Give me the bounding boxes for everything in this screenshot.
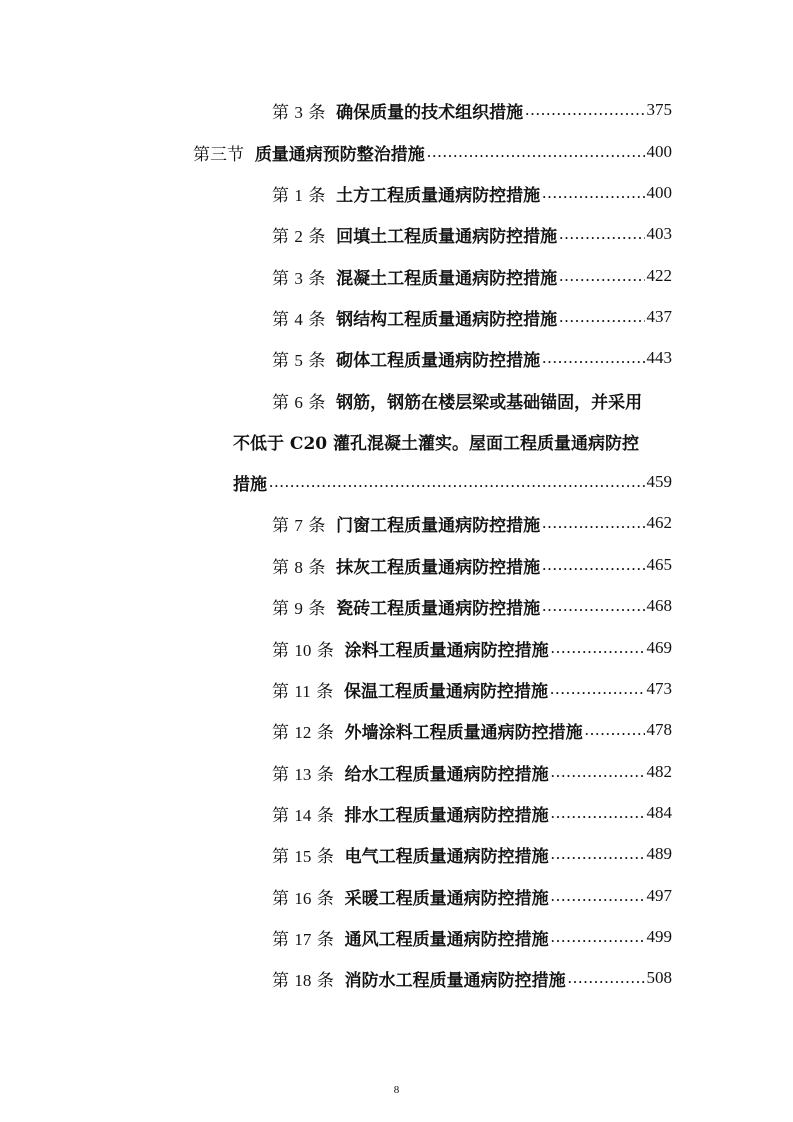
toc-page-number: 422 xyxy=(646,266,672,285)
toc-entry-title: 电气工程质量通病防控措施 xyxy=(344,846,549,867)
toc-entry-title: 给水工程质量通病防控措施 xyxy=(344,764,549,785)
toc-entry-label: 第 3 条 xyxy=(272,268,326,289)
toc-entry-title: 确保质量的技术组织措施 xyxy=(336,102,524,123)
toc-entry-label: 第 11 条 xyxy=(272,681,334,702)
toc-entry-label: 第 2 条 xyxy=(272,226,326,247)
toc-leader-dots xyxy=(585,720,645,740)
toc-entry[interactable] xyxy=(272,839,672,869)
toc-entry-title: 钢筋，钢筋在楼层梁或基础锚固，并采用 xyxy=(336,392,643,413)
toc-entry-title: 门窗工程质量通病防控措施 xyxy=(336,515,541,536)
toc-leader-dots xyxy=(550,679,645,699)
toc-entry[interactable] xyxy=(272,261,672,291)
toc-entry-title: 外墙涂料工程质量通病防控措施 xyxy=(344,722,583,743)
toc-entry-title: 回填土工程质量通病防控措施 xyxy=(336,226,558,247)
toc-leader-dots xyxy=(551,927,645,947)
toc-leader-dots xyxy=(542,513,644,533)
toc-entry-title: 消防水工程质量通病防控措施 xyxy=(344,970,566,991)
toc-entry[interactable] xyxy=(193,137,672,167)
toc-entry-long-line2 xyxy=(233,426,672,456)
toc-entry-title: 涂料工程质量通病防控措施 xyxy=(344,640,549,661)
toc-entry-label: 第 3 条 xyxy=(272,102,326,123)
toc-leader-dots xyxy=(427,142,645,162)
toc-entry-title-continued: 措施 xyxy=(233,474,267,495)
toc-entry[interactable] xyxy=(272,757,672,787)
toc-entry[interactable] xyxy=(272,798,672,828)
toc-entry-label: 第 7 条 xyxy=(272,515,326,536)
toc-entry-label: 第 14 条 xyxy=(272,805,334,826)
toc-entry-long-line3[interactable] xyxy=(233,467,672,497)
toc-page-number: 478 xyxy=(646,720,672,739)
toc-entry[interactable] xyxy=(272,591,672,621)
toc-entry-title-continued: 不低于 C20 灌孔混凝土灌实。屋面工程质量通病防控 xyxy=(233,433,640,454)
page-footer-number: 8 xyxy=(393,1084,400,1096)
toc-leader-dots xyxy=(568,968,645,988)
toc-page-number: 437 xyxy=(646,307,672,326)
toc-entry-label: 第 15 条 xyxy=(272,846,334,867)
toc-page-number: 484 xyxy=(646,803,672,822)
toc-leader-dots xyxy=(542,183,644,203)
toc-entry-label: 第 4 条 xyxy=(272,309,326,330)
toc-leader-dots xyxy=(542,596,644,616)
toc-entry[interactable] xyxy=(272,219,672,249)
toc-entry-title: 混凝土工程质量通病防控措施 xyxy=(336,268,558,289)
toc-leader-dots xyxy=(551,803,645,823)
toc-entry[interactable] xyxy=(272,343,672,373)
toc-entry-label: 第 13 条 xyxy=(272,764,334,785)
toc-page-number: 375 xyxy=(646,100,672,119)
toc-entry-title: 钢结构工程质量通病防控措施 xyxy=(336,309,558,330)
toc-page-number: 469 xyxy=(646,638,672,657)
toc-entry-label: 第 12 条 xyxy=(272,722,334,743)
toc-entry-title: 排水工程质量通病防控措施 xyxy=(344,805,549,826)
toc-entry-label: 第 8 条 xyxy=(272,557,326,578)
toc-entry-label: 第 17 条 xyxy=(272,929,334,950)
toc-leader-dots xyxy=(269,472,645,492)
toc-entry[interactable] xyxy=(272,881,672,911)
toc-leader-dots xyxy=(542,348,644,368)
toc-entry-label: 第 18 条 xyxy=(272,970,334,991)
toc-page-number: 468 xyxy=(646,596,672,615)
toc-entry-title: 采暖工程质量通病防控措施 xyxy=(344,888,549,909)
toc-entry-label: 第 10 条 xyxy=(272,640,334,661)
toc-leader-dots xyxy=(551,638,645,658)
toc-entry-title: 土方工程质量通病防控措施 xyxy=(336,185,541,206)
toc-entry-label: 第 6 条 xyxy=(272,392,326,413)
toc-page-number: 403 xyxy=(646,224,672,243)
toc-leader-dots xyxy=(551,886,645,906)
toc-entry-title: 保温工程质量通病防控措施 xyxy=(344,681,548,702)
toc-entry-title: 抹灰工程质量通病防控措施 xyxy=(336,557,541,578)
toc-entry[interactable] xyxy=(272,715,672,745)
toc-entry-long-line1[interactable] xyxy=(272,385,672,415)
toc-entry[interactable] xyxy=(272,508,672,538)
toc-leader-dots xyxy=(559,224,644,244)
toc-page-number: 465 xyxy=(646,555,672,574)
toc-leader-dots xyxy=(559,307,644,327)
toc-entry-label: 第 1 条 xyxy=(272,185,326,206)
toc-leader-dots xyxy=(559,266,644,286)
toc-leader-dots xyxy=(525,100,644,120)
toc-page-number: 489 xyxy=(646,844,672,863)
toc-entry-title: 瓷砖工程质量通病防控措施 xyxy=(336,598,541,619)
toc-entry[interactable] xyxy=(272,550,672,580)
toc-leader-dots xyxy=(542,555,644,575)
toc-leader-dots xyxy=(551,762,645,782)
toc-page-number: 497 xyxy=(646,886,672,905)
toc-page-number: 473 xyxy=(646,679,672,698)
toc-page-number: 482 xyxy=(646,762,672,781)
toc-entry[interactable] xyxy=(272,922,672,952)
toc-entry[interactable] xyxy=(272,963,672,993)
toc-entry-label: 第 9 条 xyxy=(272,598,326,619)
toc-entry-label: 第 5 条 xyxy=(272,350,326,371)
toc-page-number: 462 xyxy=(646,513,672,532)
toc-leader-dots xyxy=(551,844,645,864)
toc-page-number: 443 xyxy=(646,348,672,367)
toc-page-number: 459 xyxy=(646,472,672,491)
toc-entry-title: 通风工程质量通病防控措施 xyxy=(344,929,549,950)
toc-page-number: 400 xyxy=(646,142,672,161)
toc-page-number: 400 xyxy=(646,183,672,202)
toc-page-number: 499 xyxy=(646,927,672,946)
toc-entry[interactable] xyxy=(272,302,672,332)
toc-entry-title: 砌体工程质量通病防控措施 xyxy=(336,350,541,371)
toc-entry-label: 第 16 条 xyxy=(272,888,334,909)
toc-entry[interactable] xyxy=(272,95,672,125)
toc-entry[interactable] xyxy=(272,178,672,208)
toc-page-number: 508 xyxy=(646,968,672,987)
toc-entry-title: 质量通病预防整治措施 xyxy=(254,144,425,165)
toc-entry-label: 第三节 xyxy=(193,144,244,165)
toc-entry[interactable] xyxy=(272,633,672,663)
toc-entry[interactable] xyxy=(272,674,672,704)
